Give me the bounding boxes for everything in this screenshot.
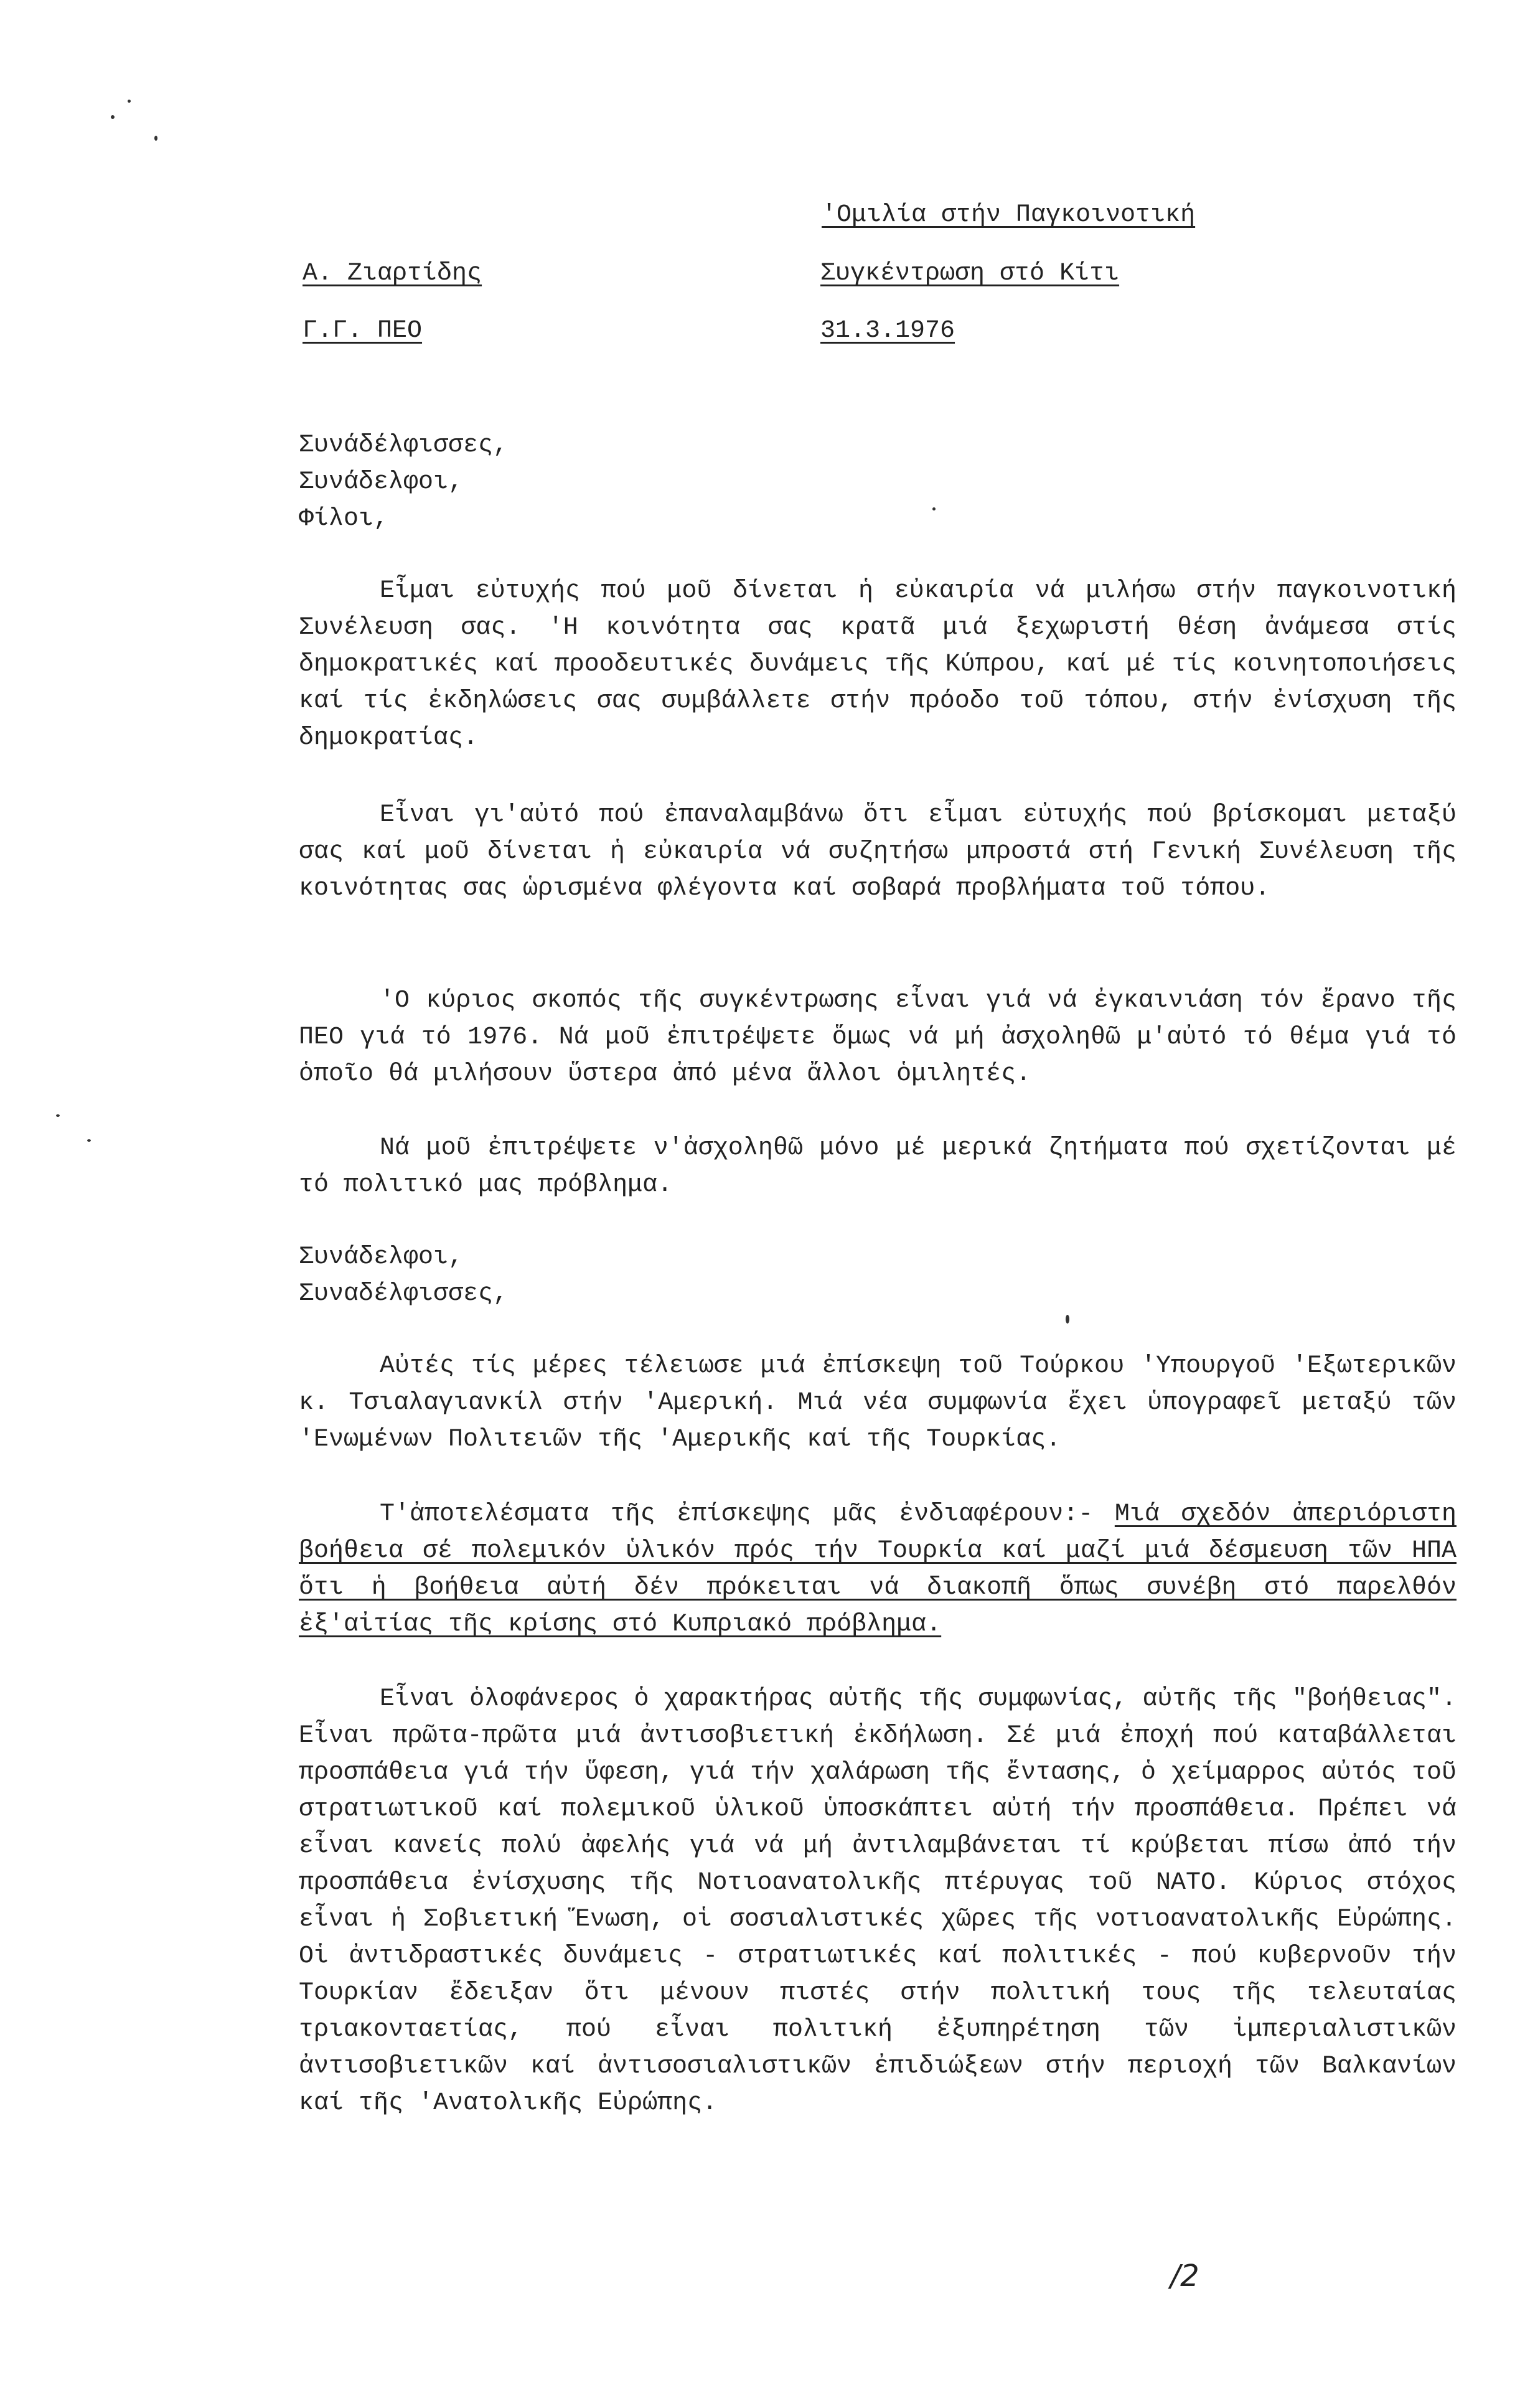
paragraph-purpose: [299, 982, 1457, 1093]
page-number: /2: [1170, 2259, 1199, 2293]
salutation-line: Συνάδελφοι,: [299, 1243, 464, 1271]
paragraph-text: [299, 1496, 1457, 1643]
scan-speck: [128, 100, 131, 103]
speech-location: Συγκέντρωση στό Κίτι: [820, 260, 1120, 288]
paragraph-greeting: [299, 573, 1457, 756]
speech-title: 'Ομιλία στήν Παγκοινοτική: [822, 201, 1196, 229]
scan-speck: [1066, 1315, 1069, 1324]
salutation-line: Συναδέλφισσες,: [299, 1280, 509, 1308]
paragraph-character: [299, 1681, 1457, 2122]
paragraph-text: Νά μοῦ ἐπιτρέψετε ν'ἀσχοληθῶ μόνο μέ μερικά ζητήματα πού σχετίζονται μέ τό πολιτικό μας πρόβλημα.: [299, 1134, 1457, 1199]
paragraph-text: Αὐτές τίς μέρες τέλειωσε μιά ἐπίσκεψη τοῦ Τούρκου 'Υπουργοῦ 'Εξωτερικῶν κ. Τσιαλαγιανκίλ στήν 'Αμερική. Μιά νέα συμφωνία ἔχει ὑπογραφεῖ μεταξύ τῶν 'Ενωμένων Πολιτειῶν τῆς 'Αμερικῆς καί τῆς Τουρκίας.: [299, 1352, 1457, 1454]
results-intro: Τ'ἀποτελέσματα τῆς ἐπίσκεψης μᾶς ἐνδιαφέρουν:-: [380, 1500, 1094, 1528]
paragraph-topics: [299, 1130, 1457, 1203]
paragraph-text: Εἶμαι εὐτυχής πού μοῦ δίνεται ἡ εὐκαιρία νά μιλήσω στήν παγκοινοτική Συνέλευση σας. 'Η κοινότητα σας κρατᾶ μιά ξεχωριστή θέση ἀνάμεσα στίς δημοκρατικές καί προοδευτικές δυνάμεις τῆς Κύπρου, καί μέ τίς κοινητοποιήσεις καί τίς ἐκδηλώσεις σας συμβάλλετε στήν πρόοδο τοῦ τόπου, στήν ἐνίσχυση τῆς δημοκρατίας.: [299, 577, 1457, 752]
paragraph-results: [299, 1496, 1457, 1643]
salutation-line: Φίλοι,: [299, 505, 389, 533]
paragraph-text: 'Ο κύριος σκοπός τῆς συγκέντρωσης εἶναι γιά νά ἐγκαινιάση τόν ἔρανο τῆς ΠΕΟ γιά τό 1976. Νά μοῦ ἐπιτρέψετε ὅμως νά μή ἀσχοληθῶ μ'αὐτό τό θέμα γιά τό ὁποῖο θά μιλήσουν ὕστερα ἀπό μένα ἄλλοι ὁμιλητές.: [299, 987, 1457, 1088]
author-role: Γ.Γ. ΠΕΟ: [303, 317, 423, 345]
salutation-line: Συνάδέλφισσες,: [299, 431, 509, 459]
speech-date: 31.3.1976: [820, 317, 955, 345]
scan-speck: [154, 136, 157, 141]
opening-salutation: [299, 427, 1457, 537]
paragraph-text: Εἶναι ὁλοφάνερος ὁ χαρακτήρας αὐτῆς τῆς συμφωνίας, αὐτῆς τῆς "βοήθειας". Εἶναι πρῶτα-πρῶτα μιά ἀντισοβιετική ἐκδήλωση. Σέ μιά ἐποχή πού καταβάλλεται προσπάθεια γιά τήν ὕφεση, γιά τήν χαλάρωση τῆς ἔντασης, ὁ χείμαρρος αὐτός τοῦ στρατιωτικοῦ καί πολεμικοῦ ὑλικοῦ ὑποσκάπτει αὐτή τήν προσπάθεια. Πρέπει νά εἶναι κανείς πολύ ἀφελής γιά νά μή ἀντιλαμβάνεται τί κρύβεται πίσω ἀπό τήν προσπάθεια ἐνίσχυσης τῆς Νοτιοανατολικῆς πτέρυγας τοῦ ΝΑΤΟ. Κύριος στόχος εἶναι ἡ Σοβιετική Ἕνωση, οἱ σοσιαλιστικές χῶρες τῆς νοτιοανατολικῆς Εὐρώπης. Οἱ ἀντιδραστικές δυνάμεις - στρατιωτικές καί πολιτικές - πού κυβερνοῦν τήν Τουρκίαν ἔδειξαν ὅτι μένουν πιστές στήν πολιτική τους τῆς τελευταίας τριακονταετίας, πού εἶναι πολιτική ἐξυπηρέτηση τῶν ἰμπεριαλιστικῶν ἀντισοβιετικῶν καί ἀντισοσιαλιστικῶν ἐπιδιώξεων στήν περιοχή τῶν Βαλκανίων καί τῆς 'Ανατολικῆς Εὐρώπης.: [299, 1685, 1457, 2117]
scan-speck: [56, 1114, 60, 1117]
scan-speck: [87, 1139, 91, 1142]
paragraph-text: Εἶναι γι'αὐτό πού ἐπαναλαμβάνω ὅτι εἶμαι εὐτυχής πού βρίσκομαι μεταξύ σας καί μοῦ δίνεται ἡ εὐκαιρία νά συζητήσω μπροστά στή Γενική Συνέλευση τῆς κοινότητας σας ὡρισμένα φλέγοντα καί σοβαρά προβλήματα τοῦ τόπου.: [299, 801, 1457, 903]
author-name: Α. Ζιαρτίδης: [303, 260, 482, 288]
paragraph-reason: [299, 797, 1457, 907]
salutation-line: Συνάδελφοι,: [299, 468, 464, 496]
second-salutation: [299, 1239, 1457, 1312]
scan-speck: [111, 115, 115, 119]
results-underlined: Μιά σχεδόν ἀπεριόριστη βοήθεια σέ πολεμικόν ὑλικόν πρός τήν Τουρκία καί μαζί μιά δέσμευση τῶν ΗΠΑ ὅτι ἡ βοήθεια αὐτή δέν πρόκειται νά διακοπῆ ὅπως συνέβη στό παρελθόν ἐξ'αἰτίας τῆς κρίσης στό Κυπριακό πρόβλημα.: [299, 1500, 1457, 1639]
paragraph-visit: [299, 1348, 1457, 1458]
